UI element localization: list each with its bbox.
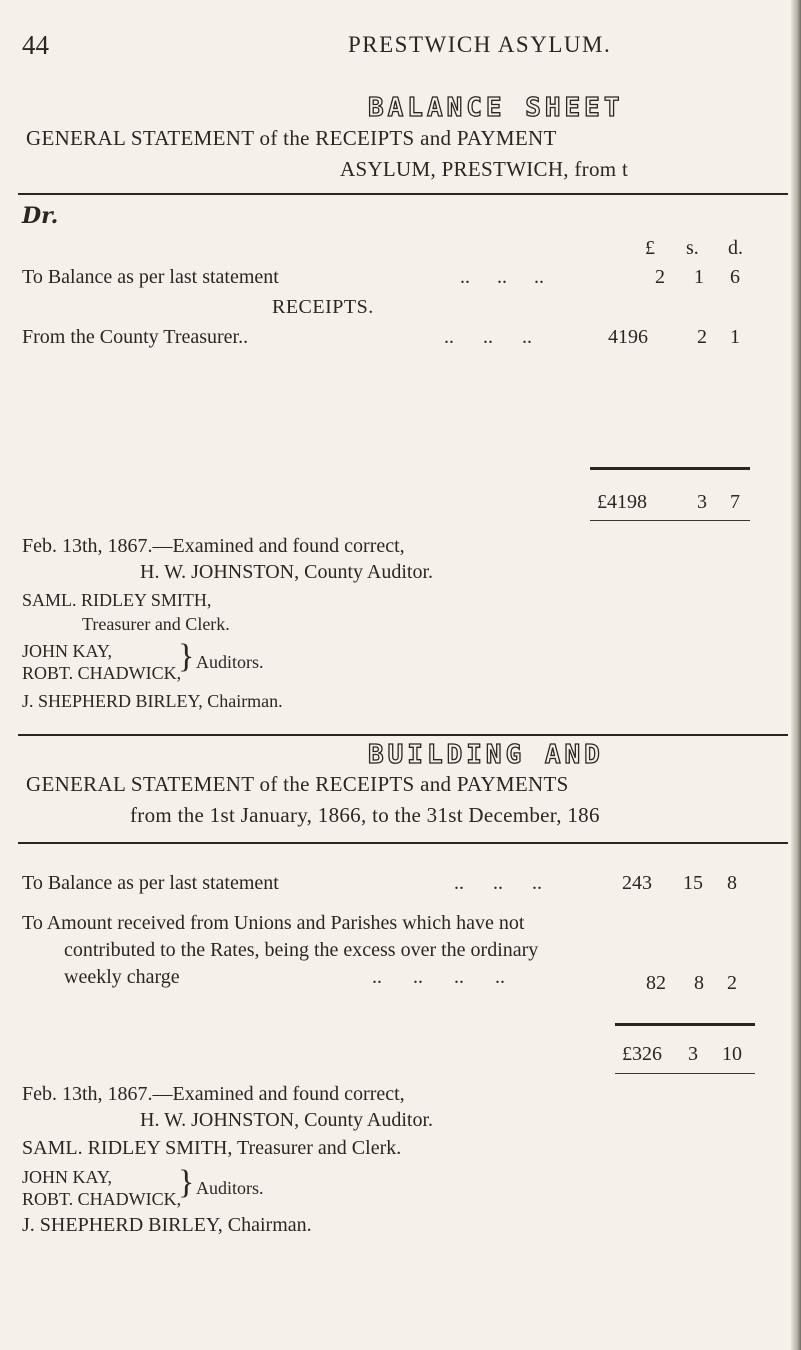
- total-shillings: 3: [697, 491, 707, 513]
- auditors-label: Auditors.: [196, 652, 264, 672]
- leader-dots: .. .. .. ..: [372, 966, 505, 988]
- sum-rule: [590, 467, 750, 470]
- examined-line: Feb. 13th, 1867.—Examined and found correct,: [22, 1083, 405, 1105]
- value-shillings: 2: [697, 326, 707, 348]
- chairman: J. SHEPHERD BIRLEY, Chairman.: [22, 1214, 312, 1236]
- auditors-label: Auditors.: [196, 1178, 264, 1198]
- leader-dots: .. .. ..: [454, 872, 542, 894]
- total-pounds: £326: [622, 1043, 662, 1065]
- building-subtitle-1: GENERAL STATEMENT of the RECEIPTS and PAYMENTS: [26, 772, 569, 796]
- sum-rule: [615, 1023, 755, 1026]
- value-pounds: 243: [622, 872, 652, 894]
- value-pounds: 2: [655, 266, 665, 288]
- chairman: J. SHEPHERD BIRLEY, Chairman.: [22, 691, 283, 711]
- divider: [18, 842, 788, 844]
- balance-sheet-title: BALANCE SHEET: [368, 93, 624, 123]
- sum-rule-lower: [615, 1073, 755, 1074]
- value-pence: 6: [730, 266, 740, 288]
- building-title: BUILDING AND: [368, 740, 604, 770]
- brace-icon: }: [178, 638, 195, 675]
- county-auditor: H. W. JOHNSTON, County Auditor.: [140, 561, 434, 583]
- auditor-name: JOHN KAY,: [22, 641, 113, 661]
- divider: [18, 193, 788, 195]
- dr-label: Dr.: [22, 203, 59, 229]
- auditor-name: JOHN KAY,: [22, 1167, 113, 1187]
- value-pence: 8: [727, 872, 737, 894]
- value-pence: 2: [727, 972, 737, 994]
- page-edge-shadow: [791, 0, 801, 1350]
- auditor-name: ROBT. CHADWICK,: [22, 663, 182, 683]
- value-pence: 1: [730, 326, 740, 348]
- treasurer-line: SAML. RIDLEY SMITH, Treasurer and Clerk.: [22, 1137, 402, 1159]
- treasurer-role: Treasurer and Clerk.: [82, 614, 230, 634]
- total-pence: 10: [722, 1043, 742, 1065]
- row-label: To Balance as per last statement: [22, 266, 279, 288]
- row-label: To Amount received from Unions and Parishes which have not: [22, 912, 525, 934]
- row-label: From the County Treasurer..: [22, 326, 249, 348]
- col-header-pence: d.: [728, 237, 743, 259]
- section-heading: RECEIPTS.: [272, 296, 374, 318]
- running-head: PRESTWICH ASYLUM.: [348, 32, 612, 57]
- sum-rule-lower: [590, 520, 750, 521]
- county-auditor: H. W. JOHNSTON, County Auditor.: [140, 1109, 434, 1131]
- total-pounds: £4198: [597, 491, 647, 513]
- treasurer-name: SAML. RIDLEY SMITH,: [22, 590, 212, 610]
- row-label: To Balance as per last statement: [22, 872, 279, 894]
- leader-dots: .. .. ..: [444, 326, 532, 348]
- divider: [18, 734, 788, 736]
- col-header-pounds: £: [645, 237, 655, 259]
- value-shillings: 1: [694, 266, 704, 288]
- total-pence: 7: [730, 491, 740, 513]
- row-label-continued: weekly charge: [64, 966, 180, 988]
- page-number: 44: [22, 30, 49, 60]
- value-shillings: 8: [694, 972, 704, 994]
- auditor-name: ROBT. CHADWICK,: [22, 1189, 182, 1209]
- brace-icon: }: [178, 1164, 195, 1201]
- total-shillings: 3: [688, 1043, 698, 1065]
- value-pounds: 4196: [608, 326, 648, 348]
- leader-dots: .. .. ..: [460, 266, 544, 288]
- balance-sheet-subtitle-1: GENERAL STATEMENT of the RECEIPTS and PAYMENT: [26, 126, 557, 150]
- col-header-shillings: s.: [686, 237, 699, 259]
- value-shillings: 15: [683, 872, 703, 894]
- value-pounds: 82: [646, 972, 666, 994]
- building-subtitle-2: from the 1st January, 1866, to the 31st December, 186: [130, 803, 600, 827]
- examined-line: Feb. 13th, 1867.—Examined and found correct,: [22, 535, 405, 557]
- balance-sheet-subtitle-2: ASYLUM, PRESTWICH, from t: [340, 157, 629, 181]
- row-label-continued: contributed to the Rates, being the excess over the ordinary: [64, 939, 539, 961]
